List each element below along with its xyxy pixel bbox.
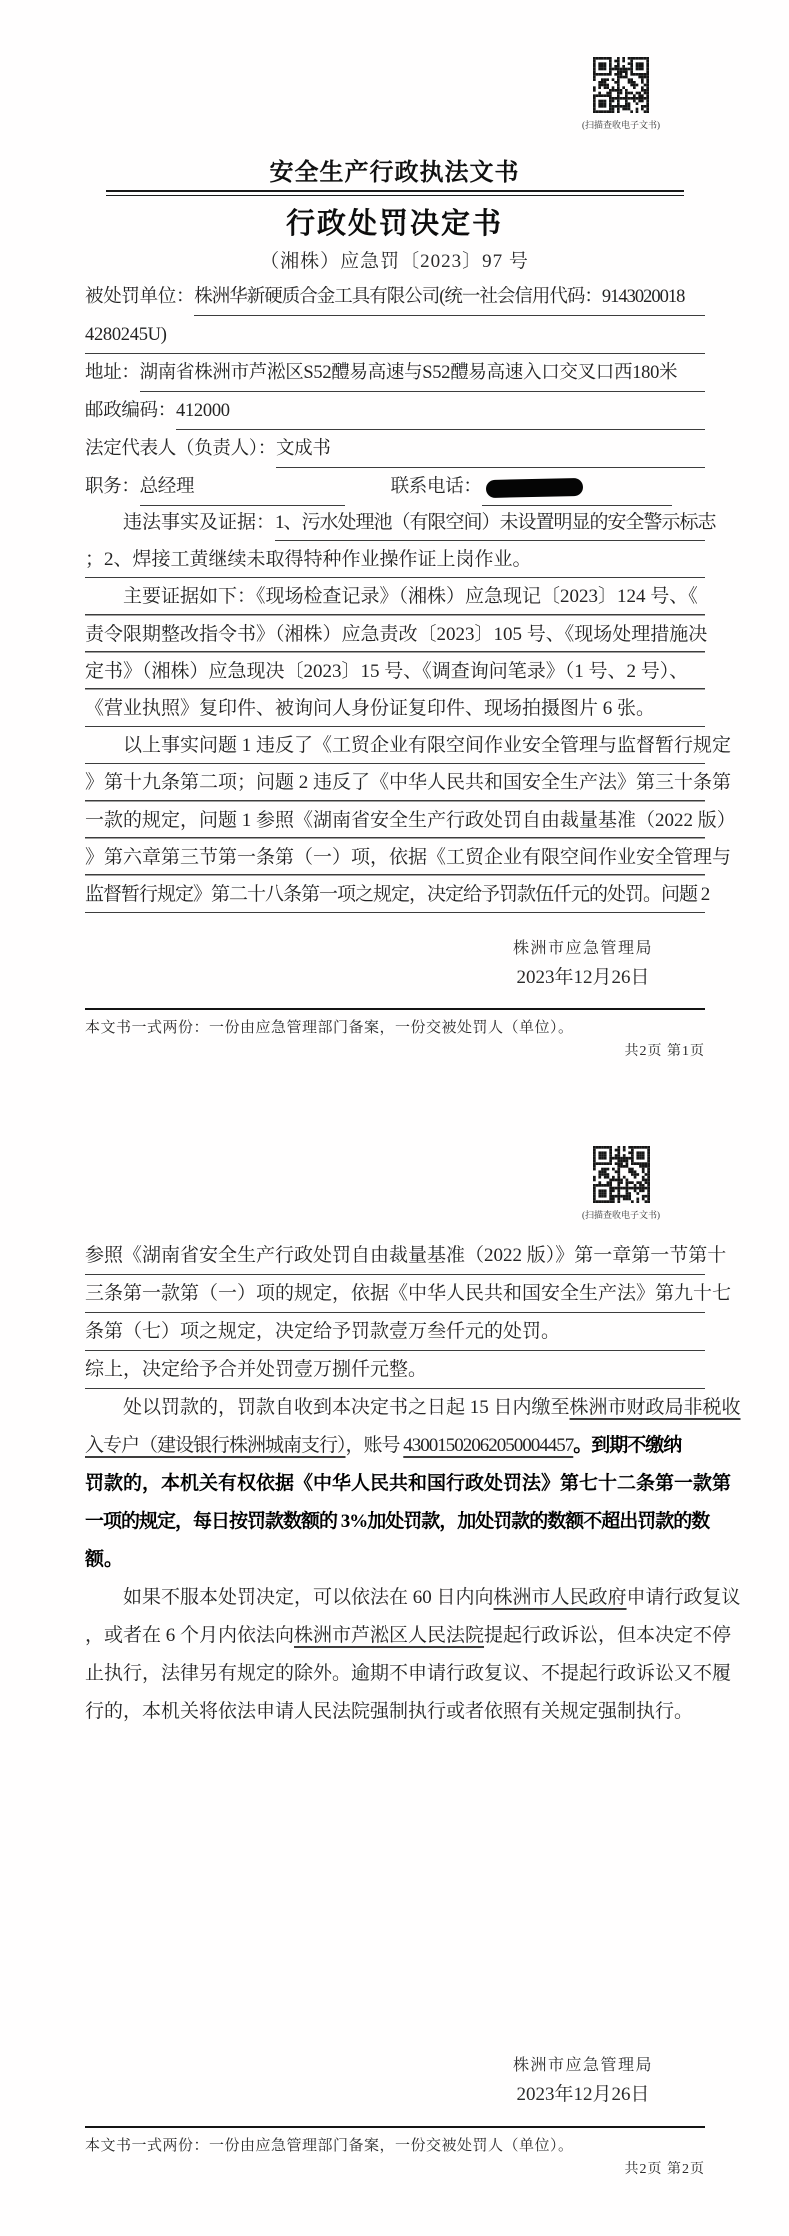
ruling-line: 三条第一款第（一）项的规定，依据《中华人民共和国安全生产法》第九十七 bbox=[85, 1275, 705, 1313]
page-number-page2: 共2页 第2页 bbox=[624, 2162, 705, 2177]
position-value: 总经理 bbox=[140, 468, 345, 506]
facts-line: ；2、焊接工黄继续未取得特种作业操作证上岗作业。 bbox=[85, 541, 705, 578]
unit-value: 株洲华新硬质合金工具有限公司(统一社会信用代码：9143020018 bbox=[194, 278, 705, 316]
phone-label: 联系电话： bbox=[390, 477, 482, 497]
footer-rule-page2 bbox=[85, 2126, 705, 2128]
position-label: 职务： bbox=[85, 477, 140, 497]
qr-code-icon bbox=[592, 1146, 651, 1203]
appeal-text: 提起行政诉讼，但本决定不停 bbox=[484, 1625, 732, 1646]
qr-caption: (扫描查收电子文书) bbox=[582, 1210, 660, 1220]
summary-line: 综上，决定给予合并处罚壹万捌仟元整。 bbox=[85, 1351, 705, 1389]
signature-block-page2 bbox=[478, 2052, 688, 2110]
legal-rep-value: 文成书 bbox=[276, 430, 705, 468]
violation-line: 以上事实问题 1 违反了《工贸企业有限空间作业安全管理与监督暂行规定 bbox=[85, 727, 705, 764]
address-value: 湖南省株洲市芦淞区S52醴易高速与S52醴易高速入口交叉口西180米 bbox=[140, 354, 705, 392]
page-title: 行政处罚决定书 bbox=[285, 208, 503, 240]
footer-note-page1: 本文书一式两份：一份由应急管理部门备案，一份交被处罚人（单位）。 bbox=[85, 1020, 574, 1036]
field-row-unit bbox=[85, 278, 705, 316]
double-rule-divider bbox=[106, 190, 684, 196]
field-gap bbox=[345, 468, 391, 506]
qr-caption: (扫描查收电子文书) bbox=[582, 120, 660, 130]
ruling-line: 条第（七）项之规定，决定给予罚款壹万叁仟元的处罚。 bbox=[85, 1313, 705, 1351]
appeal-text: 申请行政复议 bbox=[626, 1587, 741, 1608]
signature-block-page1 bbox=[478, 935, 688, 993]
appeal-text: ，或者在 6 个月内依法向 bbox=[85, 1625, 295, 1646]
appeal-court-name: 株洲市芦淞区人民法院 bbox=[294, 1625, 485, 1646]
payment-line: 一项的规定，每日按罚款数额的 3%加处罚款，加处罚款的数额不超出罚款的数 bbox=[85, 1511, 710, 1532]
issuing-agency: 株洲市应急管理局 bbox=[512, 2057, 653, 2074]
facts-line bbox=[85, 504, 716, 541]
postcode-value: 412000 bbox=[176, 392, 705, 430]
appeal-line: 止执行，法律另有规定的除外。逾期不申请行政复议、不提起行政诉讼又不履 bbox=[85, 1663, 732, 1684]
appeal-review-authority: 株洲市人民政府 bbox=[493, 1587, 627, 1608]
payment-line bbox=[85, 1427, 705, 1465]
page-number-page1: 共2页 第1页 bbox=[624, 1044, 705, 1059]
doc-series-heading: 安全生产行政执法文书 bbox=[269, 159, 520, 186]
phone-value bbox=[482, 468, 672, 506]
payment-account-number: 43001502062050004457 bbox=[403, 1435, 574, 1456]
footer-rule-page1 bbox=[85, 1008, 705, 1010]
payment-text: ，账号 bbox=[345, 1435, 404, 1456]
qr-block-page2 bbox=[576, 1146, 666, 1221]
address-label: 地址： bbox=[85, 363, 140, 383]
doc-number: （湘株）应急罚〔2023〕97 号 bbox=[260, 251, 529, 272]
phone-redaction-bar bbox=[485, 478, 582, 498]
appeal-line bbox=[85, 1579, 741, 1617]
violation-line: 》第十九条第二项；问题 2 违反了《中华人民共和国安全生产法》第三十条第 bbox=[85, 764, 705, 801]
evidence-line: 定书》（湘株）应急现决〔2023〕15 号、《调查询问笔录》（1 号、2 号）、 bbox=[85, 653, 705, 690]
field-row-legal-rep bbox=[85, 430, 705, 468]
qr-code-icon bbox=[590, 57, 652, 113]
ruling-line: 参照《湖南省安全生产行政处罚自由裁量基准（2022 版）》第一章第一节第十 bbox=[85, 1237, 705, 1275]
issue-date: 2023年12月26日 bbox=[516, 967, 650, 988]
field-row-unit-cont bbox=[85, 316, 705, 354]
qr-block-page1 bbox=[576, 57, 666, 131]
party-info-fields bbox=[85, 278, 705, 506]
appeal-text: 如果不服本处罚决定，可以依法在 60 日内向 bbox=[123, 1587, 494, 1608]
payment-warning-text: 。到期不缴纳 bbox=[573, 1435, 682, 1456]
evidence-line: 《营业执照》复印件、被询问人身份证复印件、现场拍摄图片 6 张。 bbox=[85, 690, 705, 727]
evidence-line: 主要证据如下：《现场检查记录》（湘株）应急现记〔2023〕124 号、《 bbox=[85, 578, 705, 615]
payment-bank-name: 入专户（建设银行株洲城南支行） bbox=[85, 1435, 346, 1456]
unit-value-continued: 4280245U) bbox=[85, 316, 705, 354]
unit-label: 被处罚单位： bbox=[85, 287, 195, 307]
payment-line: 额。 bbox=[85, 1549, 124, 1570]
payment-line bbox=[85, 1389, 741, 1427]
facts-text: 1、污水处理池（有限空间）未设置明显的安全警示标志 bbox=[275, 504, 705, 541]
page1-body-text bbox=[85, 504, 736, 913]
field-row-address bbox=[85, 354, 705, 392]
violation-line: 监督暂行规定》第二十八条第一项之规定，决定给予罚款伍仟元的处罚。问题 2 bbox=[85, 876, 705, 913]
violation-line: 一款的规定，问题 1 参照《湖南省安全生产行政处罚自由裁量基准（2022 版） bbox=[85, 802, 705, 839]
payment-account-name: 株洲市财政局非税收 bbox=[569, 1397, 741, 1418]
issuing-agency: 株洲市应急管理局 bbox=[512, 940, 653, 957]
appeal-line bbox=[85, 1617, 732, 1655]
payment-text: 处以罚款的，罚款自收到本决定书之日起 15 日内缴至 bbox=[123, 1397, 570, 1418]
issue-date: 2023年12月26日 bbox=[516, 2084, 650, 2105]
field-row-position-phone bbox=[85, 468, 705, 506]
facts-label: 违法事实及证据： bbox=[123, 512, 276, 533]
page2-body-text bbox=[85, 1237, 741, 1731]
postcode-label: 邮政编码： bbox=[85, 401, 177, 421]
appeal-line: 行的，本机关将依法申请人民法院强制执行或者依照有关规定强制执行。 bbox=[85, 1701, 694, 1722]
payment-line: 罚款的，本机关有权依据《中华人民共和国行政处罚法》第七十二条第一款第 bbox=[85, 1473, 732, 1494]
evidence-line: 责令限期整改指令书》（湘株）应急责改〔2023〕105 号、《现场处理措施决 bbox=[85, 616, 705, 653]
legal-rep-label: 法定代表人（负责人）： bbox=[85, 439, 276, 459]
footer-note-page2: 本文书一式两份：一份由应急管理部门备案，一份交被处罚人（单位）。 bbox=[85, 2138, 574, 2154]
violation-line: 》第六章第三节第一条第（一）项，依据《工贸企业有限空间作业安全管理与 bbox=[85, 839, 705, 876]
field-row-postcode bbox=[85, 392, 705, 430]
